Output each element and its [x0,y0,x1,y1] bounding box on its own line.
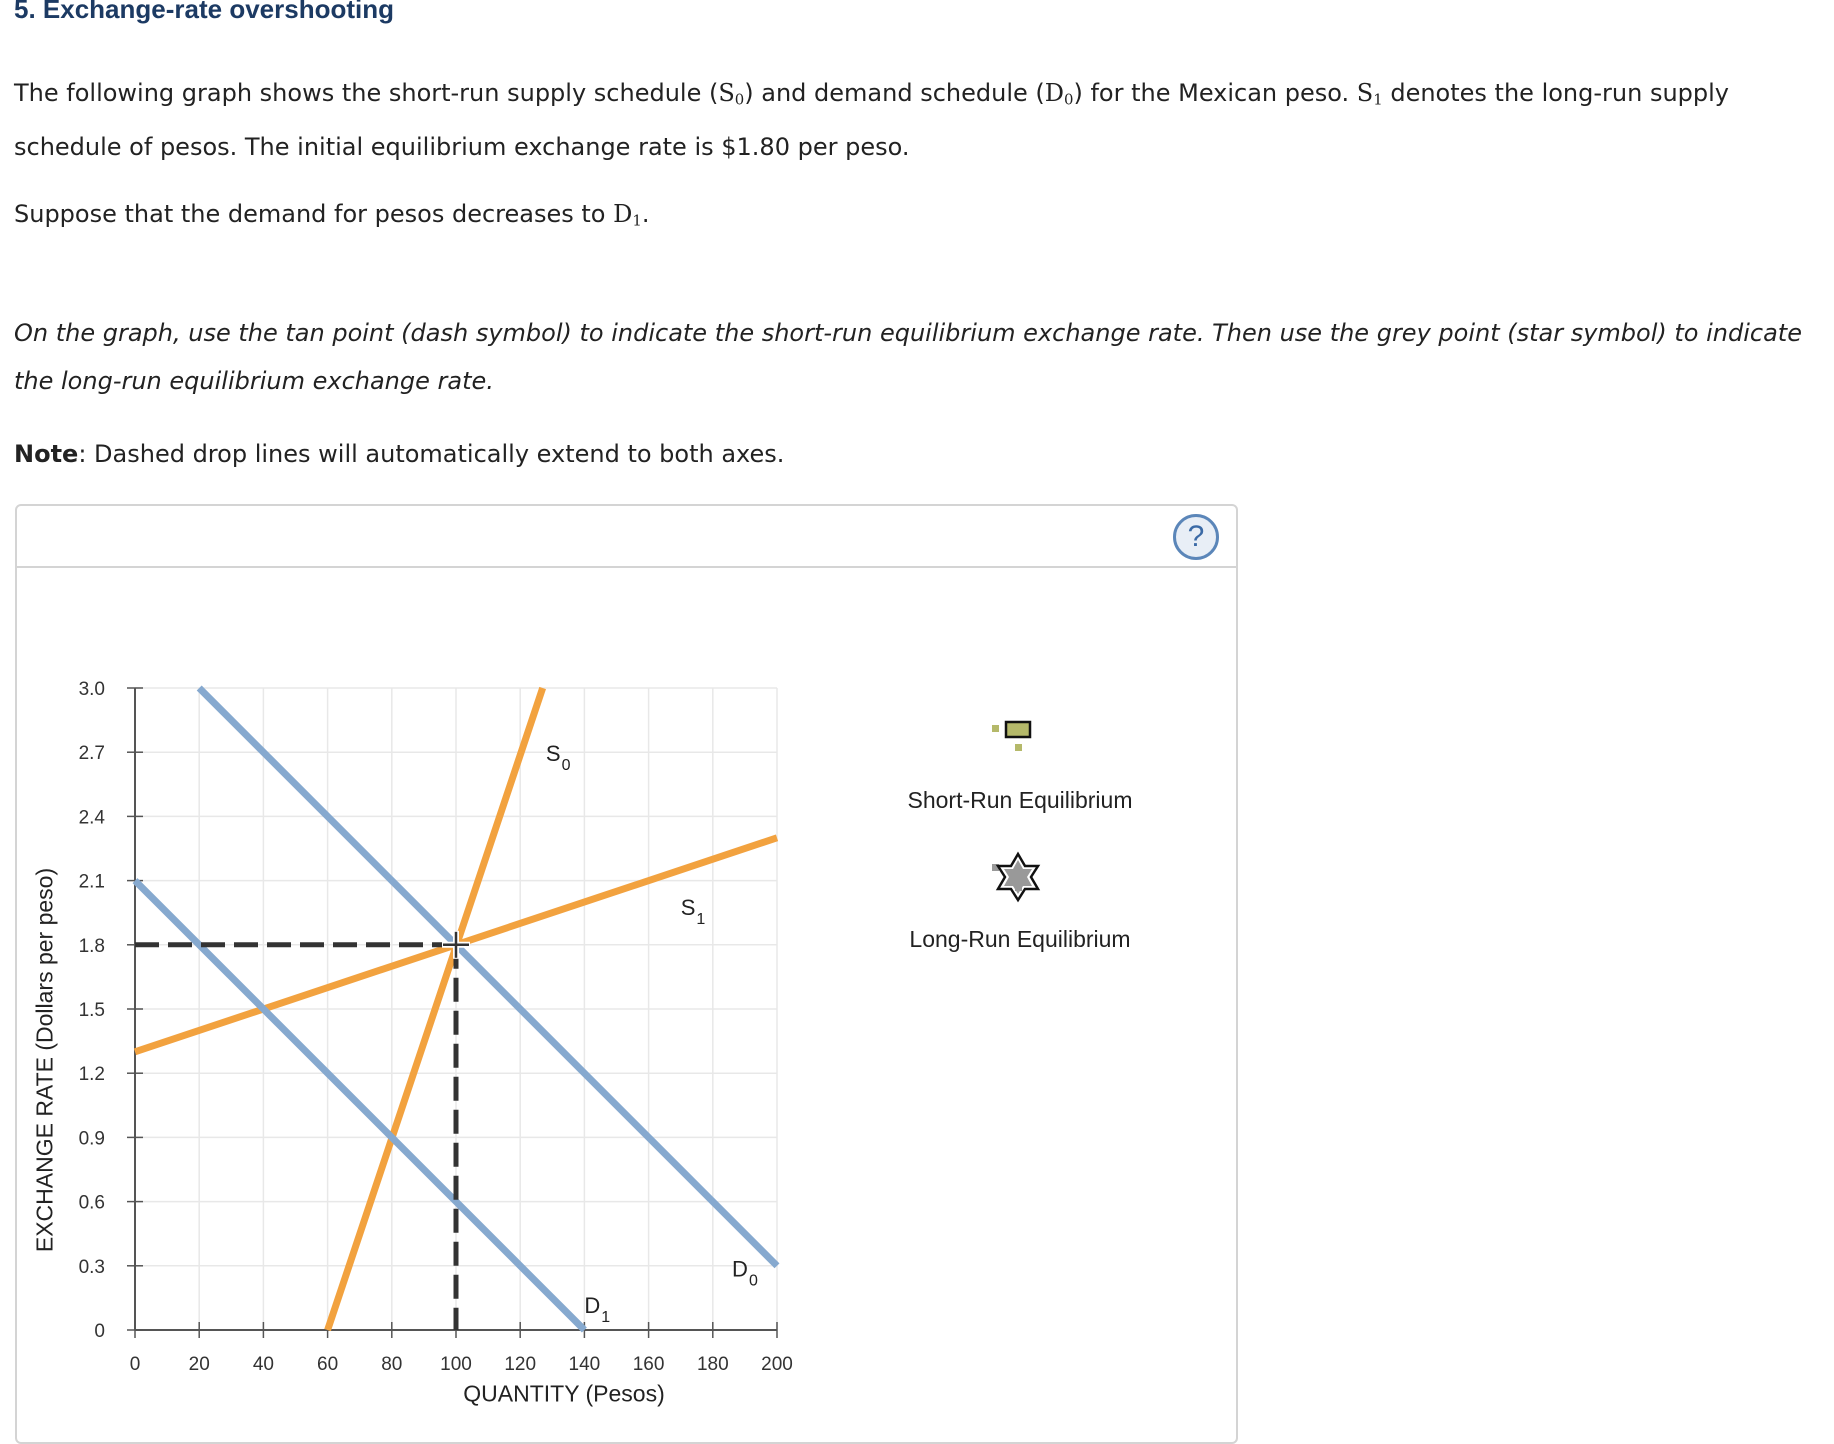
suppose-text-2: . [641,200,650,228]
x-tick-label: 140 [568,1354,601,1375]
curve-label-s0: $S_0$ [545,740,571,774]
x-axis-title: QUANTITY (Pesos) [463,1380,665,1407]
y-tick-label: 1.5 [78,1000,105,1021]
x-tick-label: 60 [317,1354,339,1375]
y-tick-label: 0.9 [78,1128,105,1150]
note-text: : Dashed drop lines will automatically extend to both axes. [78,440,785,468]
x-tick-label: 100 [440,1354,472,1375]
instruction-paragraph: On the graph, use the tan point (dash symbol) to indicate the short-run equilibrium exchange rate. Then use the grey point (star symbol) to indicate the long-run equilibrium exchange rate. [14,319,1802,395]
curve-label-d0: $D_0$ [732,1256,758,1290]
curve-d0 [199,688,777,1266]
help-icon[interactable]: ? [1173,514,1219,560]
note-label: Note [14,440,79,468]
y-tick-label: 0.3 [78,1256,105,1278]
curve-d1 [135,881,584,1330]
y-tick-label: 1.2 [78,1064,105,1086]
curve-labels [546,741,758,1326]
suppose-text-1: Suppose that the demand for pesos decreases to [14,200,614,228]
x-tick-label: 20 [188,1354,210,1375]
y-tick-label: 2.1 [78,871,105,893]
y-tick-label: 2.7 [78,743,105,765]
drop-lines [135,931,470,1330]
x-tick-label: 0 [129,1354,141,1375]
x-tick-label: 80 [381,1354,403,1375]
d0-symbol: $D_0$ [1044,79,1074,109]
y-tick-label: 0 [94,1321,105,1342]
y-tick-label: 1.8 [78,935,105,957]
intro-text-3: ) for the Mexican peso. [1073,79,1357,107]
s0-symbol: $S_0$ [718,79,745,109]
short-run-point-icon [1006,722,1030,737]
y-tick-label: 2.4 [78,807,105,829]
problem-title: 5. Exchange-rate overshooting [14,0,394,24]
x-tick-label: 120 [504,1354,537,1375]
x-tick-label: 200 [761,1354,793,1375]
short-run-point-handle-bottom [1015,744,1022,751]
intro-text-4: denotes the long-run supply schedule of pesos. The initial equilibrium exchange rate is $1.80 per peso. [14,79,1729,162]
long-run-legend-label: Long-Run Equilibrium [909,926,1131,952]
short-run-point-handle-left [992,725,999,732]
s1-symbol: $S_1$ [1356,79,1383,109]
x-tick-label: 180 [696,1354,729,1375]
curve-label-d1: $D_1$ [584,1292,611,1326]
curve-label-s1: $S_1$ [680,894,706,928]
intro-text-2: ) and demand schedule ( [744,79,1045,107]
intro-text-1: The following graph shows the short-run supply schedule ( [14,79,719,107]
y-axis-title: EXCHANGE RATE (Dollars per peso) [31,867,58,1253]
d1-symbol: $D_1$ [613,200,642,230]
x-tick-label: 40 [252,1354,274,1375]
long-run-point-handle-bottom [1015,884,1022,891]
axes [79,679,793,1375]
short-run-legend-label: Short-Run Equilibrium [907,787,1133,813]
y-tick-label: 0.6 [78,1192,105,1214]
y-tick-label: 3.0 [78,679,105,700]
grid [135,688,777,1330]
x-tick-label: 160 [632,1354,665,1375]
